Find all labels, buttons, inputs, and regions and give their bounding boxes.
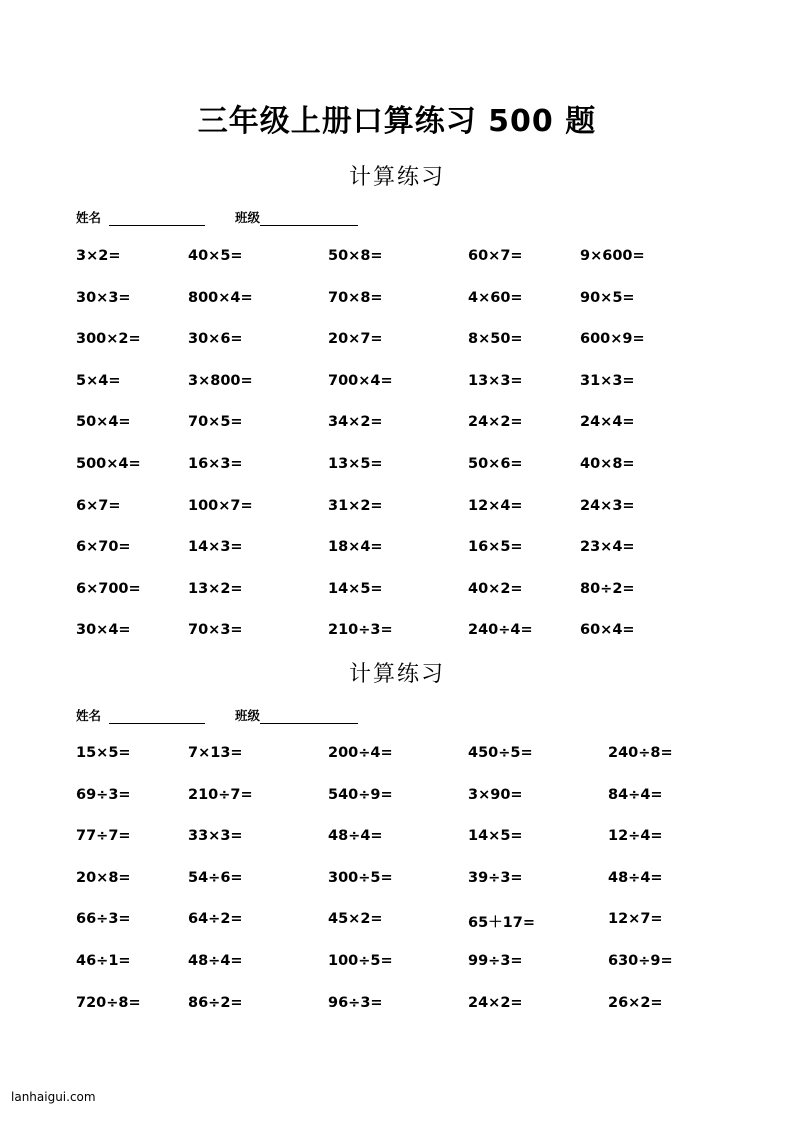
math-problem: 70×3= — [188, 622, 243, 639]
math-problem: 18×4= — [328, 539, 383, 556]
math-problem: 300×2= — [76, 331, 141, 348]
math-problem: 48÷4= — [328, 828, 383, 845]
math-problem: 50×8= — [328, 248, 383, 264]
math-problem: 14×5= — [328, 580, 383, 597]
math-problem: 450÷5= — [468, 745, 533, 761]
math-problem: 26×2= — [608, 994, 663, 1011]
math-problem: 24×2= — [468, 994, 523, 1011]
math-problem: 24×4= — [580, 414, 635, 431]
math-problem: 40×5= — [188, 248, 243, 264]
math-problem: 90×5= — [580, 289, 635, 306]
class-blank-line — [260, 711, 358, 724]
math-problem: 16×5= — [468, 539, 523, 556]
math-problem: 48÷4= — [608, 869, 663, 886]
name-blank-line — [109, 711, 205, 724]
math-problem: 16×3= — [188, 456, 243, 472]
math-problem: 240÷8= — [608, 745, 673, 761]
math-problem: 33×3= — [188, 828, 243, 845]
math-problem: 86÷2= — [188, 994, 243, 1011]
math-problem: 40×8= — [580, 456, 635, 472]
math-problem: 15×5= — [76, 745, 131, 761]
math-problem: 800×4= — [188, 289, 253, 306]
section-heading: 计算练习 — [348, 165, 445, 190]
math-problem: 14×5= — [468, 828, 523, 845]
math-problem: 30×4= — [76, 622, 131, 639]
name-label: 姓名 — [76, 708, 102, 723]
math-problem: 720÷8= — [76, 994, 141, 1011]
math-problem: 66÷3= — [76, 911, 131, 928]
math-problem: 40×2= — [468, 580, 523, 597]
page-title: 三年级上册口算练习 500 题 — [197, 104, 597, 139]
math-problem: 24×3= — [580, 497, 635, 514]
math-problem: 240÷4= — [468, 622, 533, 639]
math-problem: 20×7= — [328, 331, 383, 348]
name-blank-line — [109, 213, 205, 226]
math-problem: 64÷2= — [188, 911, 243, 928]
math-problem: 7×13= — [188, 745, 243, 761]
math-problem: 31×3= — [580, 372, 635, 389]
math-problem: 70×8= — [328, 289, 383, 306]
math-problem: 13×3= — [468, 372, 523, 389]
math-problem: 3×90= — [468, 786, 523, 803]
math-problem: 34×2= — [328, 414, 383, 431]
math-problem: 3×800= — [188, 372, 253, 389]
math-problem: 23×4= — [580, 539, 635, 556]
math-problem: 100×7= — [188, 497, 253, 514]
math-problem: 540÷9= — [328, 786, 393, 803]
class-blank-line — [260, 213, 358, 226]
math-problem: 45×2= — [328, 911, 383, 928]
math-problem: 300÷5= — [328, 869, 393, 886]
math-problem: 77÷7= — [76, 828, 131, 845]
math-problem: 13×5= — [328, 456, 383, 472]
math-problem: 69÷3= — [76, 786, 131, 803]
math-problem: 54÷6= — [188, 869, 243, 886]
math-problem: 200÷4= — [328, 745, 393, 761]
math-problem: 4×60= — [468, 289, 523, 306]
math-problem: 60×7= — [468, 248, 523, 264]
math-problem: 48÷4= — [188, 953, 243, 969]
math-problem: 31×2= — [328, 497, 383, 514]
math-problem: 30×6= — [188, 331, 243, 348]
math-problem: 24×2= — [468, 414, 523, 431]
math-problem: 70×5= — [188, 414, 243, 431]
math-problem: 210÷7= — [188, 786, 253, 803]
math-problem: 84÷4= — [608, 786, 663, 803]
name-label: 姓名 — [76, 210, 102, 225]
math-problem: 9×600= — [580, 248, 645, 264]
math-problem: 210÷3= — [328, 622, 393, 639]
math-problem: 6×7= — [76, 497, 121, 514]
math-problem: 500×4= — [76, 456, 141, 472]
name-class-bar — [76, 208, 358, 226]
math-problem: 65＋17= — [468, 915, 536, 932]
math-problem: 8×50= — [468, 331, 523, 348]
math-problem: 96÷3= — [328, 994, 383, 1011]
math-problem: 12×7= — [608, 911, 663, 928]
math-problem: 600×9= — [580, 331, 645, 348]
math-problem: 30×3= — [76, 289, 131, 306]
class-label: 班级 — [235, 210, 261, 225]
section-heading: 计算练习 — [348, 662, 445, 687]
math-problem: 100÷5= — [328, 953, 393, 969]
math-problem: 50×4= — [76, 414, 131, 431]
math-problem: 99÷3= — [468, 953, 523, 969]
math-problem: 39÷3= — [468, 869, 523, 886]
class-label: 班级 — [235, 708, 261, 723]
math-problem: 46÷1= — [76, 953, 131, 969]
math-problem: 60×4= — [580, 622, 635, 639]
math-problem: 5×4= — [76, 372, 121, 389]
math-problem: 13×2= — [188, 580, 243, 597]
math-problem: 3×2= — [76, 248, 121, 264]
footer-watermark: lanhaigui.com — [11, 1090, 96, 1104]
math-problem: 12÷4= — [608, 828, 663, 845]
math-problem: 50×6= — [468, 456, 523, 472]
math-problem: 20×8= — [76, 869, 131, 886]
math-problem: 6×70= — [76, 539, 131, 556]
math-problem: 630÷9= — [608, 953, 673, 969]
name-class-bar — [76, 706, 358, 724]
math-problem: 80÷2= — [580, 580, 635, 597]
math-problem: 700×4= — [328, 372, 393, 389]
math-problem: 6×700= — [76, 580, 141, 597]
math-problem: 14×3= — [188, 539, 243, 556]
math-problem: 12×4= — [468, 497, 523, 514]
